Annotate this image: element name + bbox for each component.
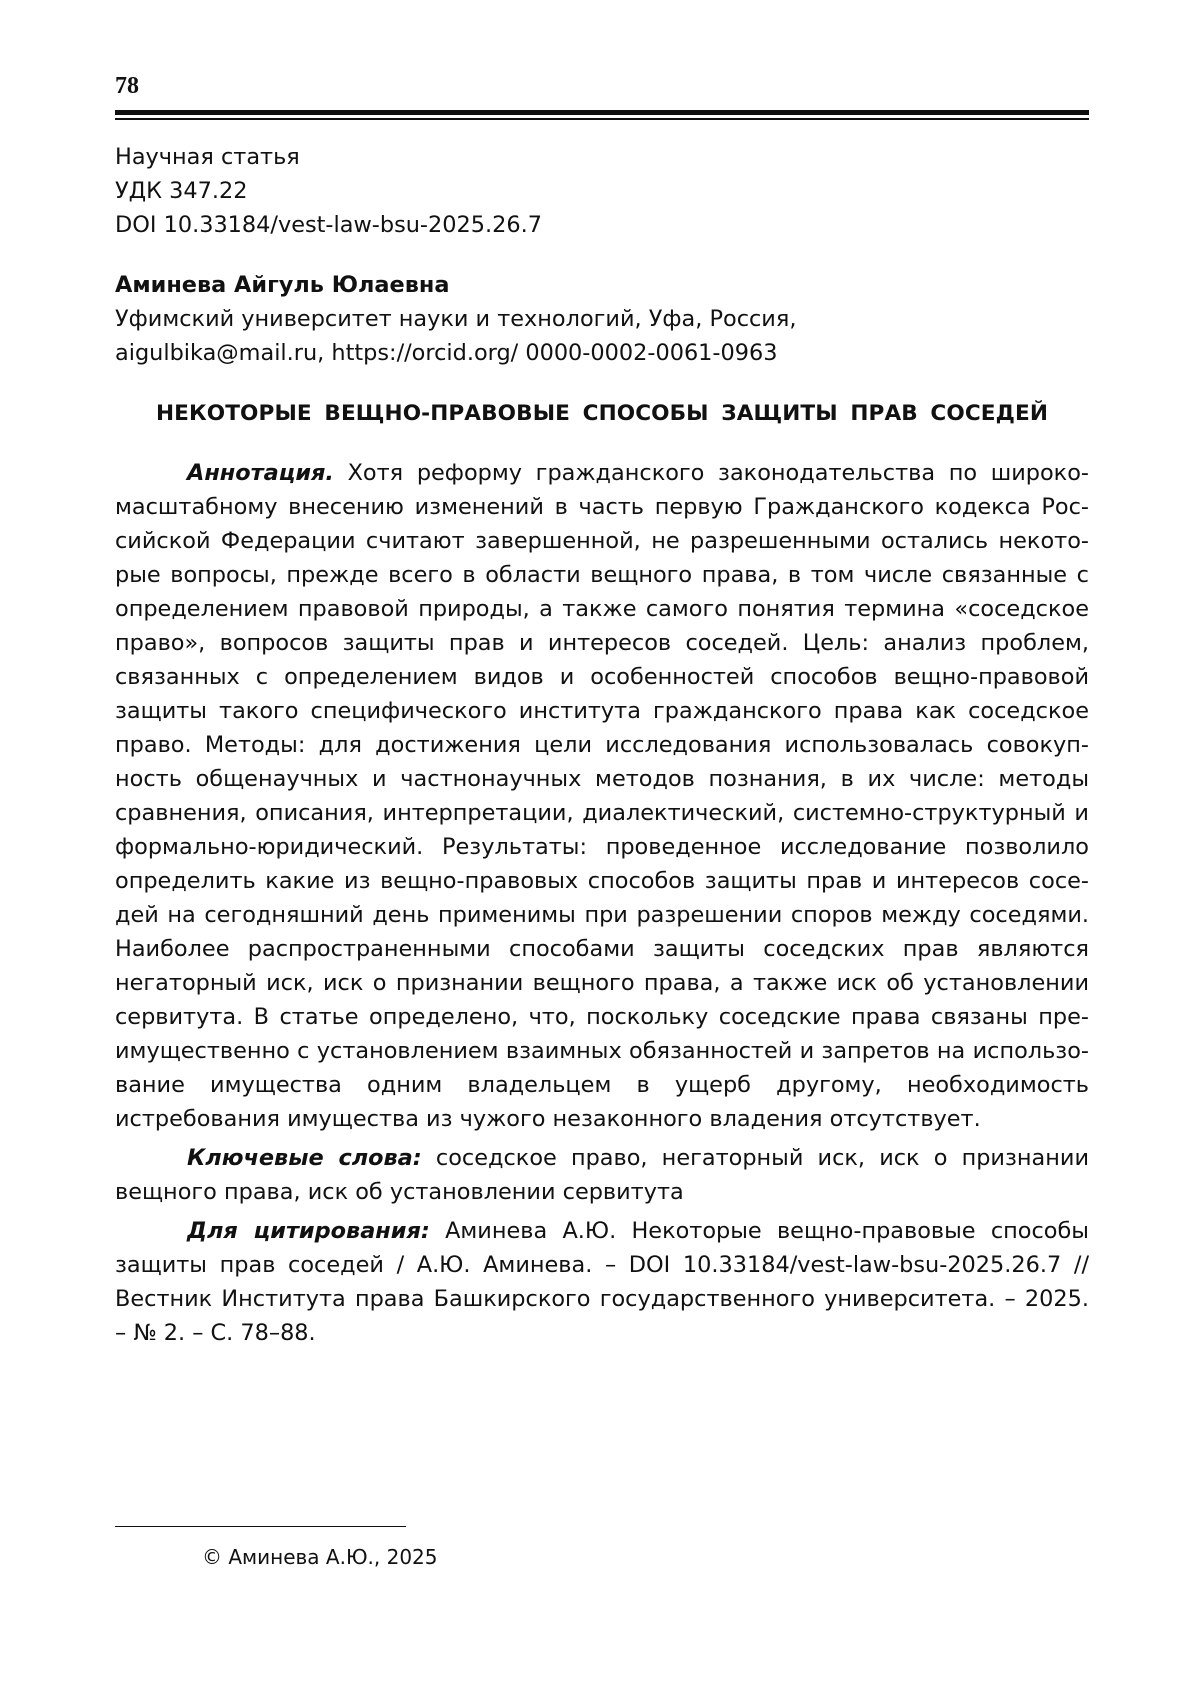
header-rule-thin (115, 118, 1089, 120)
author-name: Аминева Айгуль Юлаевна (115, 272, 450, 298)
article-type: Научная статья (115, 144, 300, 170)
abstract-text: Хотя реформу гражданского законодательства по широкомасштабному внесению изменений в часть первую Гражданского кодекса Российской Федерации считают завершенной, не разрешенными остались некоторые вопросы, прежде всего в области вещного права, в том числе связанные с определением правовой природы, а также самого понятия термина «соседское право», вопросов защиты прав и интересов соседей. Цель: анализ проблем, связанных с определением видов и особенностей способов вещно-правовой защиты такого специфического института гражданского права как соседское право. Методы: для достижения цели исследования использовалась совокупность общенаучных и частнонаучных методов познания, в их числе: методы сравнения, описания, интерпретации, диалектический, системно-структурный и формально-юридический. Результаты: проведенное исследование позволило определить какие из вещно-правовых способов защиты прав и интересов соседей на сегодняшний день применимы при разрешении споров между соседями. Наиболее распространенными способами защиты соседских прав являются негаторный иск, иск о признании вещного права, а также иск об установлении сервитута. В статье определено, что, поскольку соседские права связаны преимущественно с установлением взаимных обязанностей и запретов на использование имущества одним владельцем в ущерб другому, необходимость истребования имущества из чужого незаконного владения отсутствует. (115, 460, 1090, 1132)
citation (115, 1214, 1089, 1350)
abstract (115, 456, 1089, 1136)
footnote-rule (115, 1526, 406, 1527)
article-meta (115, 140, 1089, 242)
keywords-label: Ключевые слова: (187, 1145, 422, 1171)
abstract-label: Аннотация. (187, 460, 334, 486)
author-affiliation: Уфимский университет науки и технологий, Уфа, Россия, (115, 306, 797, 332)
keywords-text: соседское право, негаторный иск, иск о признании вещного права, иск об установлении сервитута (115, 1145, 1089, 1205)
header-rule-thick (115, 110, 1089, 115)
udc-code: УДК 347.22 (115, 178, 248, 204)
author-block (115, 268, 1089, 370)
page-number: 78 (115, 73, 139, 99)
keywords (115, 1141, 1089, 1209)
citation-label: Для цитирования: (187, 1218, 430, 1244)
author-contacts: aigulbika@mail.ru, https://orcid.org/ 0000-0002-0061-0963 (115, 340, 778, 366)
copyright-notice: © Аминева А.Ю., 2025 (202, 1545, 438, 1569)
doi: DOI 10.33184/vest-law-bsu-2025.26.7 (115, 212, 542, 238)
citation-text: Аминева А.Ю. Некоторые вещно-правовые способы защиты прав соседей / А.Ю. Аминева. – DOI 10.33184/vest-law-bsu-2025.26.7 // Вестник Института права Башкирского государственного университета. – 2025. – № 2. – С. 78–88. (115, 1218, 1089, 1346)
article-body (115, 140, 1089, 1350)
article-title: НЕКОТОРЫЕ ВЕЩНО-ПРАВОВЫЕ СПОСОБЫ ЗАЩИТЫ ПРАВ СОСЕДЕЙ (156, 401, 1048, 426)
